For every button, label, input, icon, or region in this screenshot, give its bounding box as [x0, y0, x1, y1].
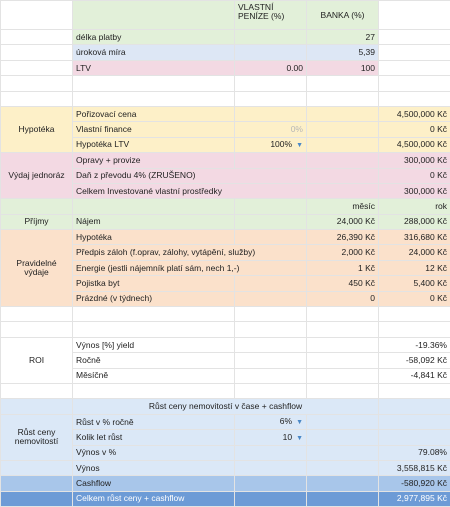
cell[interactable]	[73, 322, 235, 337]
interest-rate-label[interactable]: úroková míra	[73, 45, 235, 60]
group-label-roi: ROI	[1, 337, 73, 383]
expense-year[interactable]: 5,400 Kč	[379, 276, 450, 291]
cell[interactable]	[73, 1, 235, 30]
cell[interactable]	[307, 491, 379, 506]
cell[interactable]	[235, 30, 307, 45]
cell[interactable]	[1, 45, 73, 60]
growth-years-dropdown[interactable]	[235, 430, 307, 445]
cell[interactable]	[379, 30, 450, 45]
interest-rate-row	[1, 45, 450, 60]
cell[interactable]	[235, 445, 307, 460]
cell[interactable]	[307, 322, 379, 337]
growth-yield-value[interactable]: 3,558,815 Kč	[379, 460, 450, 475]
cell[interactable]	[307, 414, 379, 429]
roi-yield-label[interactable]: Výnos [%] yield	[73, 337, 235, 352]
expense-label[interactable]: Pojistka byt	[73, 276, 235, 291]
triangle-down-icon: ▼	[296, 142, 303, 149]
cell[interactable]	[307, 430, 379, 445]
expense-month[interactable]: 26,390 Kč	[307, 230, 379, 245]
expense-year[interactable]: 12 Kč	[379, 260, 450, 275]
own-finance-percent[interactable]: 0%	[235, 122, 307, 137]
roi-yield-value[interactable]: -19.36%	[379, 337, 450, 352]
empty-row	[1, 383, 450, 398]
cell[interactable]	[307, 307, 379, 322]
growth-rate-label[interactable]: Růst v % ročně	[73, 414, 235, 429]
cell[interactable]	[307, 476, 379, 491]
cashflow-row	[1, 476, 450, 491]
cell[interactable]	[1, 76, 73, 91]
expense-label[interactable]: Prázdné (v týdnech)	[73, 291, 235, 306]
cell[interactable]	[307, 383, 379, 398]
own-finance-value[interactable]: 0 Kč	[379, 122, 450, 137]
cell[interactable]	[235, 230, 307, 245]
growth-title-row	[1, 399, 450, 414]
repairs-label[interactable]: Opravy + provize	[73, 153, 235, 168]
cell[interactable]	[235, 460, 307, 475]
total-growth-value[interactable]: 2,977,895 Kč	[379, 491, 450, 506]
cashflow-label[interactable]: Cashflow	[73, 476, 235, 491]
cell[interactable]	[379, 383, 450, 398]
cell[interactable]	[307, 137, 379, 152]
cell[interactable]	[1, 307, 73, 322]
expense-label[interactable]: Energie (jestli nájemník platí sám, nech 1,-)	[73, 260, 307, 275]
cell[interactable]	[235, 476, 307, 491]
period-header-month[interactable]: měsíc	[307, 199, 379, 214]
cell[interactable]	[1, 1, 73, 30]
cell[interactable]	[235, 153, 307, 168]
cell[interactable]	[235, 276, 307, 291]
cell[interactable]	[307, 76, 379, 91]
expense-year[interactable]: 24,000 Kč	[379, 245, 450, 260]
cell[interactable]	[379, 60, 450, 75]
cell[interactable]	[1, 476, 73, 491]
transfer-tax-label[interactable]: Daň z převodu 4% (ZRUŠENO)	[73, 168, 307, 183]
growth-rate-row	[1, 414, 450, 429]
triangle-down-icon: ▼	[296, 435, 303, 442]
cell[interactable]	[73, 199, 235, 214]
expense-year[interactable]: 316,680 Kč	[379, 230, 450, 245]
group-label-rust: Růst ceny nemovitostí	[1, 414, 73, 460]
expense-row	[1, 230, 450, 245]
cell[interactable]	[235, 214, 307, 229]
transfer-tax-value[interactable]: 0 Kč	[379, 168, 450, 183]
cell[interactable]	[379, 45, 450, 60]
rent-label[interactable]: Nájem	[73, 214, 235, 229]
expense-month[interactable]: 1 Kč	[307, 260, 379, 275]
growth-years-value: 10	[283, 432, 292, 442]
growth-years-label[interactable]: Kolik let růst	[73, 430, 235, 445]
growth-yield-row	[1, 460, 450, 475]
empty-row	[1, 91, 450, 106]
period-header-year[interactable]: rok	[379, 199, 450, 214]
cell[interactable]	[379, 430, 450, 445]
cell[interactable]	[307, 183, 379, 198]
group-label-pravidelne: Pravidelné výdaje	[1, 230, 73, 307]
cell[interactable]	[307, 368, 379, 383]
cell[interactable]	[235, 76, 307, 91]
mortgage-ltv-dropdown[interactable]	[235, 137, 307, 152]
cell[interactable]	[235, 307, 307, 322]
empty-row	[1, 307, 450, 322]
empty-row	[1, 76, 450, 91]
purchase-price-row	[1, 106, 450, 121]
cell[interactable]	[235, 291, 307, 306]
growth-rate-dropdown[interactable]	[235, 414, 307, 429]
interest-rate-banka[interactable]: 5,39	[307, 45, 379, 60]
empty-row	[1, 322, 450, 337]
roi-yield-row	[1, 337, 450, 352]
group-label-hypoteka: Hypotéka	[1, 106, 73, 152]
total-invested-value[interactable]: 300,000 Kč	[379, 183, 450, 198]
rent-year[interactable]: 288,000 Kč	[379, 214, 450, 229]
growth-rate-value: 6%	[280, 416, 292, 426]
cell[interactable]	[307, 91, 379, 106]
cell[interactable]	[379, 91, 450, 106]
column-header-vlastni[interactable]: VLASTNÍ PENÍZE (%)	[235, 1, 307, 30]
triangle-down-icon: ▼	[296, 419, 303, 426]
cell[interactable]	[307, 168, 379, 183]
period-header-row	[1, 199, 450, 214]
rent-row	[1, 214, 450, 229]
cell[interactable]	[307, 445, 379, 460]
cell[interactable]	[1, 91, 73, 106]
cell[interactable]	[235, 491, 307, 506]
roi-monthly-label[interactable]: Měsíčně	[73, 368, 235, 383]
cell[interactable]	[1, 322, 73, 337]
cell[interactable]	[235, 337, 307, 352]
expense-year[interactable]: 0 Kč	[379, 291, 450, 306]
cell[interactable]	[379, 414, 450, 429]
cell[interactable]	[307, 122, 379, 137]
cell[interactable]	[73, 383, 235, 398]
cell[interactable]	[235, 368, 307, 383]
cell[interactable]	[235, 322, 307, 337]
loan-length-banka[interactable]: 27	[307, 30, 379, 45]
mortgage-ltv-amount[interactable]: 4,500,000 Kč	[379, 137, 450, 152]
group-label-vydaj: Výdaj jednoráz	[1, 153, 73, 199]
growth-yield-pct-label[interactable]: Výnos v %	[73, 445, 235, 460]
cell[interactable]	[307, 153, 379, 168]
loan-length-label[interactable]: délka platby	[73, 30, 235, 45]
cell[interactable]	[379, 322, 450, 337]
mortgage-ltv-label[interactable]: Hypotéka LTV	[73, 137, 235, 152]
cell[interactable]	[1, 491, 73, 506]
cell[interactable]	[1, 60, 73, 75]
cell[interactable]	[235, 199, 307, 214]
cell[interactable]	[73, 91, 235, 106]
group-label-prijmy: Příjmy	[1, 214, 73, 229]
cell[interactable]	[307, 337, 379, 352]
total-invested-label[interactable]: Celkem Investované vlastní prostředky	[73, 183, 307, 198]
ltv-row	[1, 60, 450, 75]
repairs-value[interactable]: 300,000 Kč	[379, 153, 450, 168]
cell[interactable]	[235, 91, 307, 106]
cell[interactable]	[379, 76, 450, 91]
cell[interactable]	[235, 353, 307, 368]
cell[interactable]	[1, 460, 73, 475]
roi-annual-value[interactable]: -58,092 Kč	[379, 353, 450, 368]
cell[interactable]	[1, 383, 73, 398]
rent-month[interactable]: 24,000 Kč	[307, 214, 379, 229]
cell[interactable]	[307, 353, 379, 368]
cell[interactable]	[379, 1, 450, 30]
cell[interactable]	[235, 45, 307, 60]
roi-monthly-value[interactable]: -4,841 Kč	[379, 368, 450, 383]
cell[interactable]	[307, 106, 379, 121]
ltv-label[interactable]: LTV	[73, 60, 235, 75]
cell[interactable]	[379, 307, 450, 322]
cell[interactable]	[235, 106, 307, 121]
cell[interactable]	[379, 399, 450, 414]
cell[interactable]	[1, 199, 73, 214]
cell[interactable]	[235, 383, 307, 398]
expense-month[interactable]: 2,000 Kč	[307, 245, 379, 260]
cell[interactable]	[1, 399, 73, 414]
own-finance-label[interactable]: Vlastní finance	[73, 122, 235, 137]
cell[interactable]	[73, 76, 235, 91]
mortgage-ltv-value: 100%	[270, 139, 292, 149]
loan-length-row	[1, 30, 450, 45]
purchase-price-label[interactable]: Pořizovací cena	[73, 106, 235, 121]
ltv-vlastni[interactable]: 0.00	[235, 60, 307, 75]
ltv-banka[interactable]: 100	[307, 60, 379, 75]
cell[interactable]	[1, 30, 73, 45]
expense-month[interactable]: 450 Kč	[307, 276, 379, 291]
expense-label[interactable]: Předpis záloh (f.oprav, zálohy, vytápění, služby)	[73, 245, 307, 260]
purchase-price-value[interactable]: 4,500,000 Kč	[379, 106, 450, 121]
cell[interactable]	[73, 307, 235, 322]
cell[interactable]	[307, 460, 379, 475]
growth-title: Růst ceny nemovitostí v čase + cashflow	[73, 399, 379, 414]
total-growth-label[interactable]: Celkem růst ceny + cashflow	[73, 491, 235, 506]
growth-yield-label[interactable]: Výnos	[73, 460, 235, 475]
repairs-row	[1, 153, 450, 168]
expense-label[interactable]: Hypotéka	[73, 230, 235, 245]
roi-annual-label[interactable]: Ročně	[73, 353, 235, 368]
column-header-banka[interactable]: BANKA (%)	[307, 1, 379, 30]
cashflow-value[interactable]: -580,920 Kč	[379, 476, 450, 491]
header-row	[1, 1, 450, 30]
expense-month[interactable]: 0	[307, 291, 379, 306]
total-growth-row	[1, 491, 450, 506]
growth-yield-pct-value[interactable]: 79.08%	[379, 445, 450, 460]
